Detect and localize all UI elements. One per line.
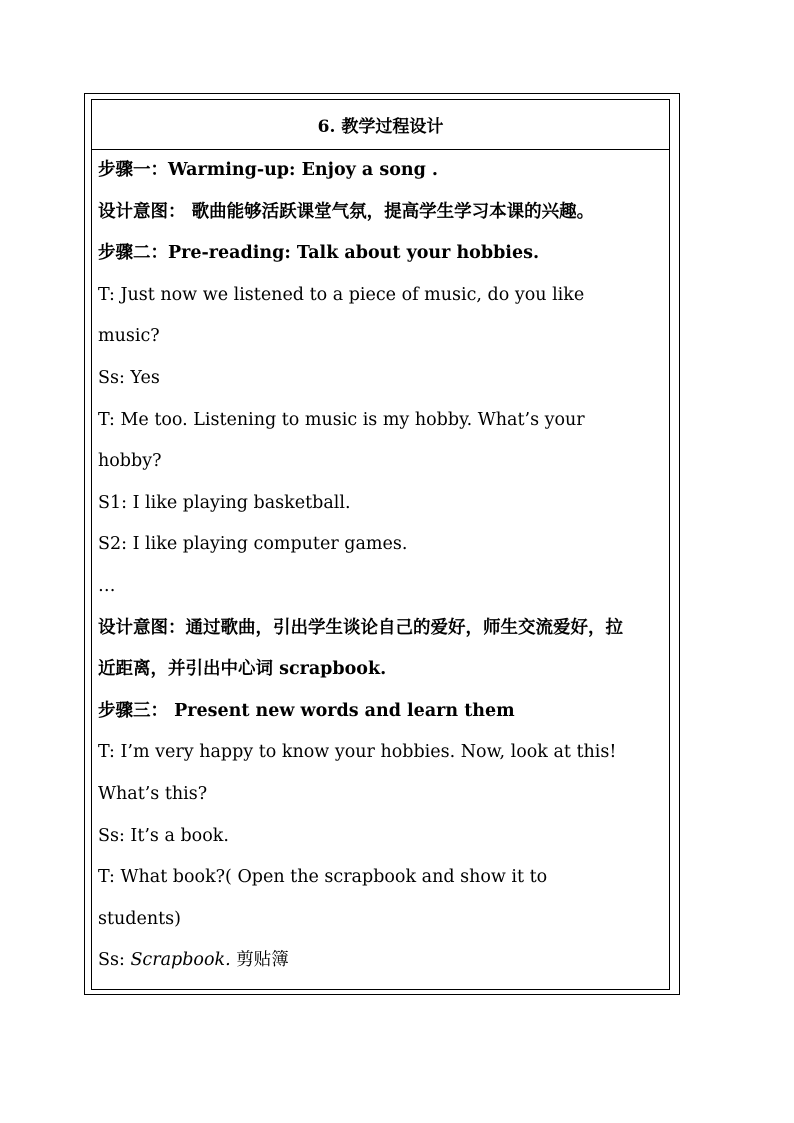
line-design-intent-2-cont: 近距离，并引出中心词 scrapbook. — [98, 659, 387, 680]
dialogue-line: What’s this? — [98, 783, 208, 804]
dialogue-line: students) — [98, 908, 181, 929]
line-design-intent-2: 设计意图：通过歌曲，引出学生谈论自己的爱好，师生交流爱好，拉 — [98, 617, 623, 638]
lesson-content — [98, 150, 663, 982]
dialogue-line-last — [98, 940, 663, 982]
section-title: 6. 教学过程设计 — [92, 100, 669, 150]
line-step-1: 步骤一：Warming-up: Enjoy a song . — [98, 160, 439, 180]
dialogue-line: T: What book?( Open the scrapbook and show it to — [98, 867, 548, 888]
ellipsis-line: … — [98, 575, 116, 596]
dialogue-line: T: Me too. Listening to music is my hobby. What’s your — [98, 409, 585, 430]
dialogue-line: S1: I like playing basketball. — [98, 492, 351, 513]
line-step-3: 步骤三： Present new words and learn them — [98, 700, 515, 721]
line-design-intent-1: 设计意图： 歌曲能够活跃课堂气氛，提高学生学习本课的兴趣。 — [98, 201, 595, 222]
dialogue-line: T: I’m very happy to know your hobbies. Now, look at this! — [98, 742, 617, 763]
dialogue-line: Ss: Yes — [98, 367, 160, 388]
speaker-prefix: Ss: — [98, 950, 131, 971]
vocab-gloss: 剪贴簿 — [236, 950, 289, 971]
dialogue-line: hobby? — [98, 451, 162, 472]
line-step-2: 步骤二：Pre-reading: Talk about your hobbies. — [98, 243, 540, 264]
dialogue-line: music? — [98, 326, 160, 347]
dialogue-line: T: Just now we listened to a piece of music, do you like — [98, 284, 585, 305]
table-cell — [91, 99, 670, 990]
dialogue-line: Ss: It’s a book. — [98, 825, 229, 846]
dialogue-line: S2: I like playing computer games. — [98, 534, 408, 555]
vocab-term: Scrapbook. — [130, 950, 231, 971]
